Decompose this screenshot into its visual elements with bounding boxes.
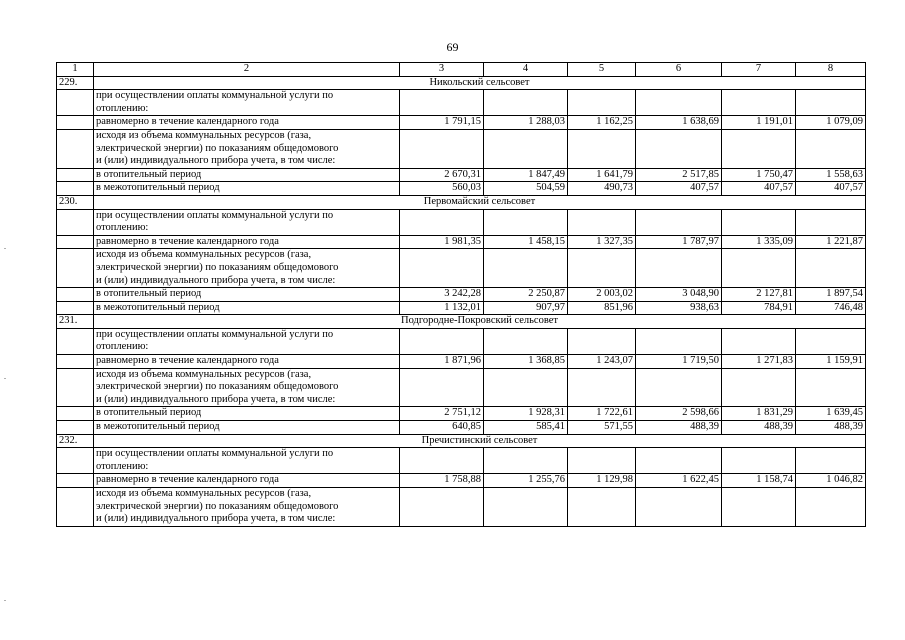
row-label-line: отоплению:: [96, 102, 149, 114]
value-cell: 907,97: [484, 301, 568, 315]
row-label: [94, 129, 400, 168]
index-cell: [57, 209, 94, 235]
value-cell: [636, 448, 722, 474]
index-cell: [57, 328, 94, 354]
value-cell: [568, 209, 636, 235]
row-label-line: в межотопительный период: [96, 182, 220, 194]
value-cell: [796, 249, 866, 288]
row-label: [94, 209, 400, 235]
value-cell: 1 271,83: [722, 355, 796, 369]
section-index: 229.: [57, 76, 94, 90]
index-cell: [57, 488, 94, 527]
value-cell: 1 159,91: [796, 355, 866, 369]
index-cell: [57, 116, 94, 130]
value-cell: [636, 328, 722, 354]
value-cell: 938,63: [636, 301, 722, 315]
table-row: [57, 249, 866, 288]
row-label-line: равномерно в течение календарного года: [96, 235, 279, 247]
table-row: [57, 407, 866, 421]
value-cell: 490,73: [568, 182, 636, 196]
section-index: 230.: [57, 195, 94, 209]
row-label-line: и (или) индивидуального прибора учета, в том числе:: [96, 393, 336, 405]
row-label-line: в межотопительный период: [96, 421, 220, 433]
index-cell: [57, 168, 94, 182]
value-cell: 1 622,45: [636, 474, 722, 488]
value-cell: 1 641,79: [568, 168, 636, 182]
value-cell: [400, 249, 484, 288]
value-cell: 1 638,69: [636, 116, 722, 130]
value-cell: 3 242,28: [400, 288, 484, 302]
section-header-row: [57, 195, 866, 209]
row-label-line: электрической энергии) по показаниям общедомового: [96, 261, 339, 273]
value-cell: [722, 368, 796, 407]
index-cell: [57, 407, 94, 421]
value-cell: 1 787,97: [636, 235, 722, 249]
value-cell: 1 335,09: [722, 235, 796, 249]
value-cell: 1 831,29: [722, 407, 796, 421]
value-cell: [722, 129, 796, 168]
value-cell: [484, 209, 568, 235]
value-cell: [484, 129, 568, 168]
page-number: 69: [446, 40, 459, 54]
value-cell: 2 670,31: [400, 168, 484, 182]
table-row: [57, 355, 866, 369]
value-cell: 1 639,45: [796, 407, 866, 421]
value-cell: 571,55: [568, 421, 636, 435]
section-header-row: [57, 76, 866, 90]
value-cell: [484, 488, 568, 527]
table-row: [57, 168, 866, 182]
value-cell: 407,57: [796, 182, 866, 196]
table-row: [57, 301, 866, 315]
value-cell: [796, 448, 866, 474]
value-cell: 488,39: [796, 421, 866, 435]
index-cell: [57, 90, 94, 116]
value-cell: [400, 90, 484, 116]
value-cell: 1 162,25: [568, 116, 636, 130]
column-number: 3: [400, 63, 484, 77]
value-cell: 2 598,66: [636, 407, 722, 421]
index-cell: [57, 235, 94, 249]
value-cell: [796, 90, 866, 116]
row-label-line: электрической энергии) по показаниям общедомового: [96, 381, 339, 393]
table-row: [57, 474, 866, 488]
value-cell: 784,91: [722, 301, 796, 315]
value-cell: 585,41: [484, 421, 568, 435]
row-label: [94, 328, 400, 354]
row-label: [94, 249, 400, 288]
row-label-line: в отопительный период: [96, 168, 202, 180]
index-cell: [57, 355, 94, 369]
row-label-line: в отопительный период: [96, 288, 202, 300]
section-header-row: [57, 434, 866, 448]
value-cell: [484, 368, 568, 407]
table-row: [57, 116, 866, 130]
row-label-line: при осуществлении оплаты коммунальной услуги по: [96, 90, 334, 102]
row-label: [94, 448, 400, 474]
value-cell: 1 847,49: [484, 168, 568, 182]
value-cell: [400, 328, 484, 354]
index-cell: [57, 249, 94, 288]
value-cell: 1 327,35: [568, 235, 636, 249]
value-cell: 488,39: [722, 421, 796, 435]
row-label: [94, 407, 400, 421]
value-cell: 1 158,74: [722, 474, 796, 488]
column-number: 2: [94, 63, 400, 77]
column-number: 7: [722, 63, 796, 77]
index-cell: [57, 448, 94, 474]
table-row: [57, 488, 866, 527]
value-cell: 851,96: [568, 301, 636, 315]
value-cell: [722, 328, 796, 354]
row-label-line: равномерно в течение календарного года: [96, 474, 279, 486]
value-cell: [484, 249, 568, 288]
value-cell: 1 368,85: [484, 355, 568, 369]
column-number: 8: [796, 63, 866, 77]
row-label-line: электрической энергии) по показаниям общедомового: [96, 500, 339, 512]
value-cell: 1 129,98: [568, 474, 636, 488]
row-label-line: исходя из объема коммунальных ресурсов (газа,: [96, 129, 312, 141]
value-cell: [796, 488, 866, 527]
index-cell: [57, 301, 94, 315]
value-cell: 2 127,81: [722, 288, 796, 302]
table-row: [57, 209, 866, 235]
value-cell: [400, 129, 484, 168]
value-cell: 407,57: [722, 182, 796, 196]
value-cell: [568, 249, 636, 288]
row-label-line: исходя из объема коммунальных ресурсов (газа,: [96, 368, 312, 380]
value-cell: 1 243,07: [568, 355, 636, 369]
section-index: 231.: [57, 315, 94, 329]
value-cell: [636, 209, 722, 235]
value-cell: 1 928,31: [484, 407, 568, 421]
index-cell: [57, 474, 94, 488]
value-cell: [796, 368, 866, 407]
value-cell: [568, 90, 636, 116]
value-cell: [636, 90, 722, 116]
column-number: 1: [57, 63, 94, 77]
value-cell: 640,85: [400, 421, 484, 435]
column-number: 4: [484, 63, 568, 77]
value-cell: 2 003,02: [568, 288, 636, 302]
section-name: Пречистинский сельсовет: [94, 434, 866, 448]
row-label-line: электрической энергии) по показаниям общедомового: [96, 142, 339, 154]
value-cell: 1 255,76: [484, 474, 568, 488]
value-cell: [722, 209, 796, 235]
value-cell: 1 758,88: [400, 474, 484, 488]
row-label: [94, 116, 400, 130]
index-cell: [57, 368, 94, 407]
row-label-line: отоплению:: [96, 222, 149, 234]
value-cell: [400, 368, 484, 407]
section-name: Первомайский сельсовет: [94, 195, 866, 209]
table-body: [57, 63, 866, 527]
row-label: [94, 90, 400, 116]
value-cell: 1 750,47: [722, 168, 796, 182]
value-cell: 1 558,63: [796, 168, 866, 182]
value-cell: [636, 129, 722, 168]
value-cell: 2 751,12: [400, 407, 484, 421]
table-row: [57, 328, 866, 354]
value-cell: 504,59: [484, 182, 568, 196]
row-label: [94, 288, 400, 302]
value-cell: 1 288,03: [484, 116, 568, 130]
value-cell: [722, 488, 796, 527]
row-label-line: отоплению:: [96, 341, 149, 353]
row-label-line: отоплению:: [96, 460, 149, 472]
value-cell: [722, 249, 796, 288]
table-row: [57, 368, 866, 407]
column-number: 6: [636, 63, 722, 77]
value-cell: 1 722,61: [568, 407, 636, 421]
row-label-line: в межотопительный период: [96, 301, 220, 313]
value-cell: 1 221,87: [796, 235, 866, 249]
row-label-line: при осуществлении оплаты коммунальной услуги по: [96, 328, 334, 340]
column-number-row: [57, 63, 866, 77]
table-row: [57, 90, 866, 116]
value-cell: [722, 448, 796, 474]
index-cell: [57, 182, 94, 196]
value-cell: [568, 488, 636, 527]
value-cell: 1 079,09: [796, 116, 866, 130]
value-cell: [568, 328, 636, 354]
value-cell: [484, 90, 568, 116]
value-cell: [400, 209, 484, 235]
row-label: [94, 182, 400, 196]
row-label-line: при осуществлении оплаты коммунальной услуги по: [96, 448, 334, 460]
row-label: [94, 474, 400, 488]
section-header-row: [57, 315, 866, 329]
row-label-line: и (или) индивидуального прибора учета, в том числе:: [96, 274, 336, 286]
row-label-line: исходя из объема коммунальных ресурсов (газа,: [96, 488, 312, 499]
value-cell: 1 132,01: [400, 301, 484, 315]
index-cell: [57, 421, 94, 435]
value-cell: 560,03: [400, 182, 484, 196]
row-label-line: в отопительный период: [96, 407, 202, 419]
value-cell: [568, 129, 636, 168]
value-cell: [568, 448, 636, 474]
value-cell: [568, 368, 636, 407]
value-cell: [484, 328, 568, 354]
row-label-line: равномерно в течение календарного года: [96, 116, 279, 128]
value-cell: 2 517,85: [636, 168, 722, 182]
table-row: [57, 235, 866, 249]
value-cell: [636, 488, 722, 527]
value-cell: [636, 368, 722, 407]
value-cell: [796, 129, 866, 168]
row-label-line: и (или) индивидуального прибора учета, в том числе:: [96, 155, 336, 167]
value-cell: 407,57: [636, 182, 722, 196]
index-cell: [57, 129, 94, 168]
value-cell: [796, 209, 866, 235]
value-cell: 1 458,15: [484, 235, 568, 249]
value-cell: 1 046,82: [796, 474, 866, 488]
value-cell: [636, 249, 722, 288]
section-name: Подгородне-Покровский сельсовет: [94, 315, 866, 329]
column-number: 5: [568, 63, 636, 77]
table-row: [57, 421, 866, 435]
tariff-table: [56, 62, 866, 527]
scan-margin-mark: [4, 600, 6, 601]
row-label: [94, 235, 400, 249]
row-label-line: при осуществлении оплаты коммунальной услуги по: [96, 209, 334, 221]
value-cell: 2 250,87: [484, 288, 568, 302]
table-row: [57, 129, 866, 168]
value-cell: 746,48: [796, 301, 866, 315]
value-cell: 1 897,54: [796, 288, 866, 302]
value-cell: [722, 90, 796, 116]
value-cell: [484, 448, 568, 474]
table-row: [57, 182, 866, 196]
row-label: [94, 368, 400, 407]
table-row: [57, 448, 866, 474]
value-cell: 1 191,01: [722, 116, 796, 130]
value-cell: 1 981,35: [400, 235, 484, 249]
row-label-line: исходя из объема коммунальных ресурсов (газа,: [96, 249, 312, 261]
table-row: [57, 288, 866, 302]
value-cell: 1 871,96: [400, 355, 484, 369]
row-label: [94, 301, 400, 315]
row-label-line: равномерно в течение календарного года: [96, 355, 279, 367]
row-label: [94, 168, 400, 182]
value-cell: [400, 448, 484, 474]
value-cell: 3 048,90: [636, 288, 722, 302]
value-cell: 1 791,15: [400, 116, 484, 130]
scan-margin-mark: [4, 248, 6, 249]
scan-margin-mark: [4, 378, 6, 379]
value-cell: 488,39: [636, 421, 722, 435]
row-label: [94, 488, 400, 527]
index-cell: [57, 288, 94, 302]
value-cell: [400, 488, 484, 527]
value-cell: 1 719,50: [636, 355, 722, 369]
value-cell: [796, 328, 866, 354]
row-label: [94, 421, 400, 435]
section-name: Никольский сельсовет: [94, 76, 866, 90]
row-label: [94, 355, 400, 369]
row-label-line: и (или) индивидуального прибора учета, в том числе:: [96, 513, 336, 525]
section-index: 232.: [57, 434, 94, 448]
